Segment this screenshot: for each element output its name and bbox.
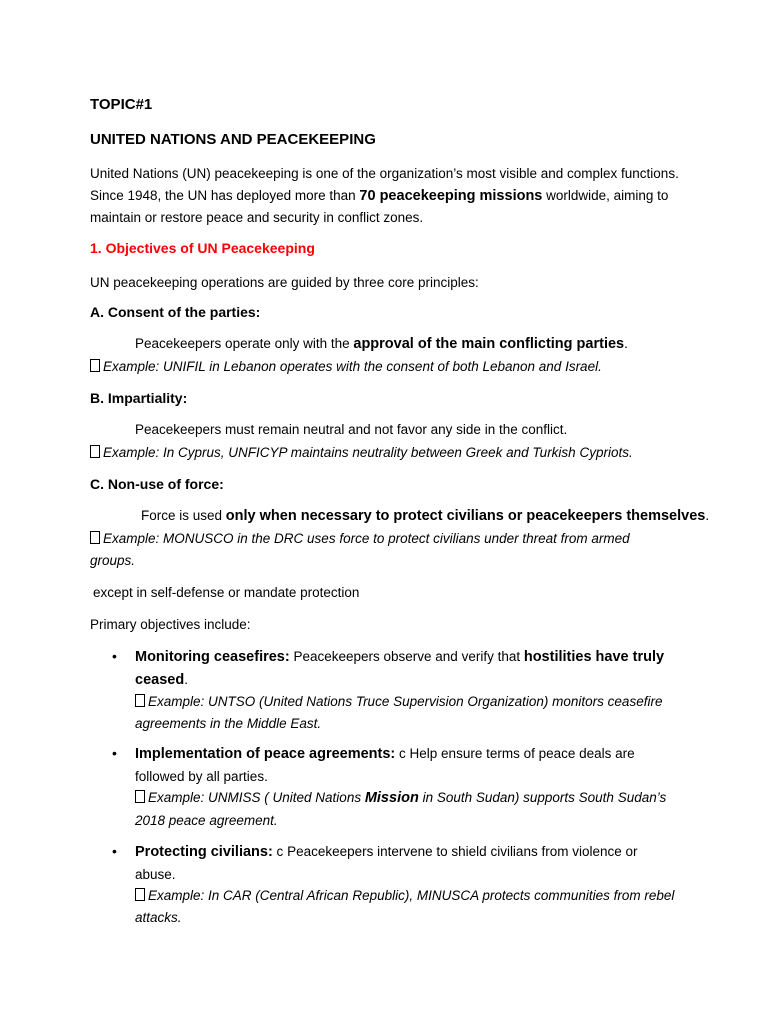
ceasefires-end: . bbox=[184, 671, 188, 687]
nonuse-text-bold: only when necessary to protect civilians or peacekeepers themselves bbox=[225, 508, 706, 524]
consent-text-a: Peacekeepers operate only with the bbox=[135, 336, 354, 351]
civilians-c: c bbox=[272, 844, 288, 859]
topic-label: TOPIC#1 bbox=[90, 96, 153, 113]
missing-glyph-icon bbox=[90, 445, 100, 458]
bullet-marker: • bbox=[112, 745, 117, 761]
intro-text-a: United Nations (UN) peacekeeping is one of the organization’s most visible and complex functions. Since 1948, the UN has deployed more than bbox=[90, 166, 679, 203]
intro-text-c: worldwide, aiming to maintain or restore peace and security in conflict zones. bbox=[90, 187, 669, 225]
principles-intro: UN peacekeeping operations are guided by three core principles: bbox=[90, 275, 479, 290]
heading-impartiality: B. Impartiality: bbox=[90, 390, 188, 406]
ceasefires-example: Example: UNTSO (United Nations Truce Supervision Organization) monitors ceasefire agreements in the Middle East. bbox=[135, 694, 663, 731]
intro-paragraph bbox=[90, 163, 690, 229]
ceasefires-lead: Monitoring ceasefires: bbox=[135, 649, 290, 665]
agreements-example-bold: Mission bbox=[364, 790, 419, 806]
agreements-lead: Implementation of peace agreements: bbox=[135, 746, 396, 762]
agreements-example-c: in South Sudan) supports South Sudan’s 2018 peace agreement. bbox=[135, 790, 667, 828]
nonuse-example bbox=[90, 528, 650, 571]
agreements-c: c bbox=[395, 746, 410, 761]
consent-example bbox=[90, 356, 650, 378]
intro-text-bold: 70 peacekeeping missions bbox=[359, 187, 543, 204]
missing-glyph-icon bbox=[135, 790, 145, 803]
consent-text-bold: approval of the main conflicting parties bbox=[353, 336, 625, 352]
civilians-lead: Protecting civilians: bbox=[135, 844, 273, 860]
agreements-example-a: Example: UNMISS ( United Nations bbox=[148, 790, 365, 805]
nonuse-example-text: Example: MONUSCO in the DRC uses force to protect civilians under threat from armed groups. bbox=[90, 531, 630, 568]
nonuse-text bbox=[141, 508, 709, 524]
civilians-text: Peacekeepers intervene to shield civilians from violence or abuse. bbox=[135, 844, 638, 882]
civilians-example: Example: In CAR (Central African Republic), MINUSCA protects communities from rebel attacks. bbox=[135, 888, 675, 925]
heading-consent: A. Consent of the parties: bbox=[90, 304, 261, 320]
missing-glyph-icon bbox=[90, 359, 100, 372]
heading-non-use-of-force: C. Non-use of force: bbox=[90, 476, 224, 492]
exception-note: except in self-defense or mandate protection bbox=[93, 585, 360, 600]
consent-example-text: Example: UNIFIL in Lebanon operates with the consent of both Lebanon and Israel. bbox=[103, 359, 602, 374]
ceasefires-bold: hostilities have truly ceased bbox=[135, 649, 665, 688]
list-item-protecting-civilians bbox=[135, 841, 680, 928]
document-title: UNITED NATIONS AND PEACEKEEPING bbox=[90, 131, 376, 148]
consent-text bbox=[135, 336, 628, 352]
missing-glyph-icon bbox=[90, 531, 100, 544]
impartiality-example bbox=[90, 442, 670, 464]
primary-objectives-intro: Primary objectives include: bbox=[90, 617, 251, 632]
agreements-text: Help ensure terms of peace deals are followed by all parties. bbox=[135, 746, 635, 784]
bullet-marker: • bbox=[112, 648, 117, 664]
impartiality-text: Peacekeepers must remain neutral and not favor any side in the conflict. bbox=[135, 422, 568, 437]
ceasefires-text: Peacekeepers observe and verify that bbox=[289, 649, 524, 664]
missing-glyph-icon bbox=[135, 888, 145, 901]
list-item-ceasefires bbox=[135, 646, 680, 734]
missing-glyph-icon bbox=[135, 694, 145, 707]
consent-text-c: . bbox=[624, 336, 628, 351]
nonuse-text-c: . bbox=[705, 508, 710, 523]
list-item-peace-agreements bbox=[135, 743, 680, 831]
nonuse-text-a: Force is used bbox=[141, 508, 226, 523]
impartiality-example-text: Example: In Cyprus, UNFICYP maintains neutrality between Greek and Turkish Cypriots. bbox=[103, 445, 633, 460]
bullet-marker: • bbox=[112, 843, 117, 859]
section-heading-objectives: 1. Objectives of UN Peacekeeping bbox=[90, 240, 315, 256]
